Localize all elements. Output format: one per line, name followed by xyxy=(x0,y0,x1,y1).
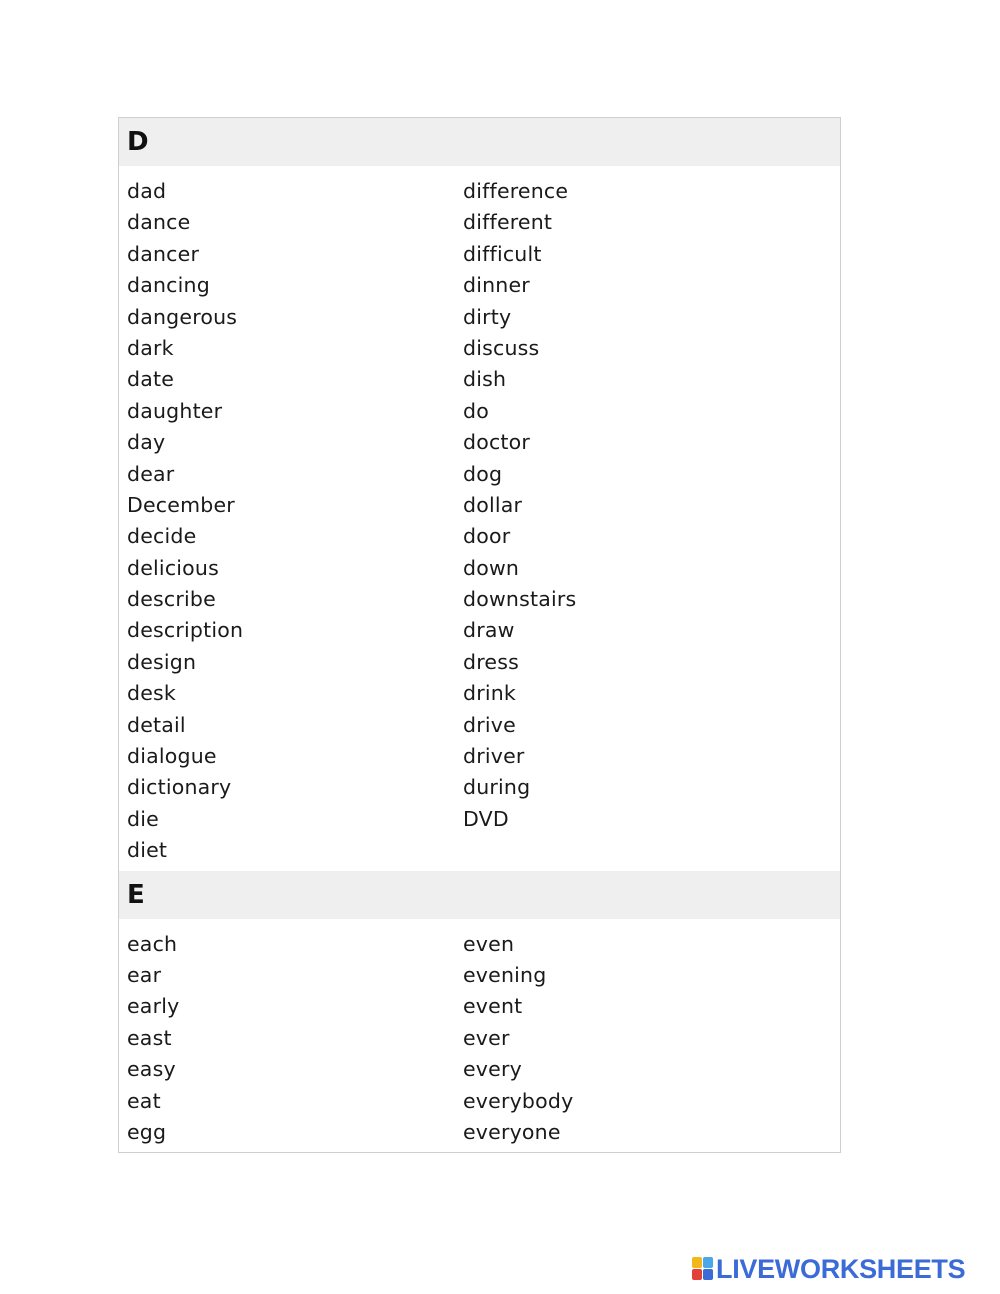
word-item: dear xyxy=(127,461,175,486)
word-item: dialogue xyxy=(127,744,217,769)
word-item: drive xyxy=(463,712,516,737)
word-item: discuss xyxy=(463,335,540,360)
word-item: early xyxy=(127,994,180,1019)
word-item: doctor xyxy=(463,430,531,455)
word-item: down xyxy=(463,555,520,580)
section-e xyxy=(119,871,840,1153)
word-item: diet xyxy=(127,838,168,863)
word-item: day xyxy=(127,430,166,455)
word-item: ear xyxy=(127,962,162,987)
word-item: dance xyxy=(127,210,191,235)
word-item: dad xyxy=(127,179,167,203)
word-column-left xyxy=(127,929,463,1149)
liveworksheets-logo-icon xyxy=(692,1257,714,1281)
word-item: daughter xyxy=(127,398,223,423)
word-item: dictionary xyxy=(127,775,232,800)
word-item: dirty xyxy=(463,304,512,329)
word-item: dinner xyxy=(463,273,530,298)
word-item: dark xyxy=(127,335,174,360)
word-item: dog xyxy=(463,461,503,486)
word-item: draw xyxy=(463,618,515,643)
word-item: dish xyxy=(463,367,507,392)
section-header xyxy=(119,118,840,166)
word-item: design xyxy=(127,649,197,674)
word-item: door xyxy=(463,524,511,549)
word-item: dollar xyxy=(463,492,523,517)
word-item: dancing xyxy=(127,273,210,298)
word-item: ever xyxy=(463,1025,510,1050)
word-item: December xyxy=(127,492,235,517)
word-item: downstairs xyxy=(463,587,577,612)
section-d xyxy=(119,118,840,871)
section-letter: D xyxy=(127,127,149,157)
word-item: difficult xyxy=(463,241,542,266)
word-item: desk xyxy=(127,681,176,706)
word-item: everybody xyxy=(463,1088,574,1113)
word-list-table xyxy=(118,117,841,1153)
section-letter: E xyxy=(127,879,145,910)
word-item: do xyxy=(463,398,489,423)
word-columns xyxy=(119,166,840,871)
word-item: delicious xyxy=(127,555,219,580)
word-column-right xyxy=(463,929,573,1149)
liveworksheets-brand[interactable] xyxy=(692,1254,965,1284)
word-item: everyone xyxy=(463,1119,561,1144)
word-item: dancer xyxy=(127,241,200,266)
word-item: decide xyxy=(127,524,197,549)
word-item: east xyxy=(127,1025,172,1050)
word-item: even xyxy=(463,931,515,956)
word-item: easy xyxy=(127,1057,176,1082)
word-columns xyxy=(119,919,840,1153)
section-header xyxy=(119,871,840,919)
word-item: eat xyxy=(127,1088,161,1113)
word-item: difference xyxy=(463,179,569,203)
word-item: different xyxy=(463,210,553,235)
word-item: evening xyxy=(463,962,547,987)
word-item: during xyxy=(463,775,531,800)
word-column-left xyxy=(127,176,463,867)
word-item: event xyxy=(463,994,523,1019)
word-item: driver xyxy=(463,744,525,769)
word-column-right xyxy=(463,176,576,867)
word-item: dangerous xyxy=(127,304,238,329)
word-item: description xyxy=(127,618,244,643)
word-item: date xyxy=(127,367,175,392)
word-item: DVD xyxy=(463,806,509,831)
word-item: every xyxy=(463,1057,522,1082)
word-item: describe xyxy=(127,587,216,612)
word-item: die xyxy=(127,806,159,831)
word-item: detail xyxy=(127,712,186,737)
word-item: drink xyxy=(463,681,517,706)
word-item: each xyxy=(127,931,178,956)
brand-name: LIVEWORKSHEETS xyxy=(716,1253,966,1284)
word-item: dress xyxy=(463,649,519,674)
word-item: egg xyxy=(127,1119,167,1144)
